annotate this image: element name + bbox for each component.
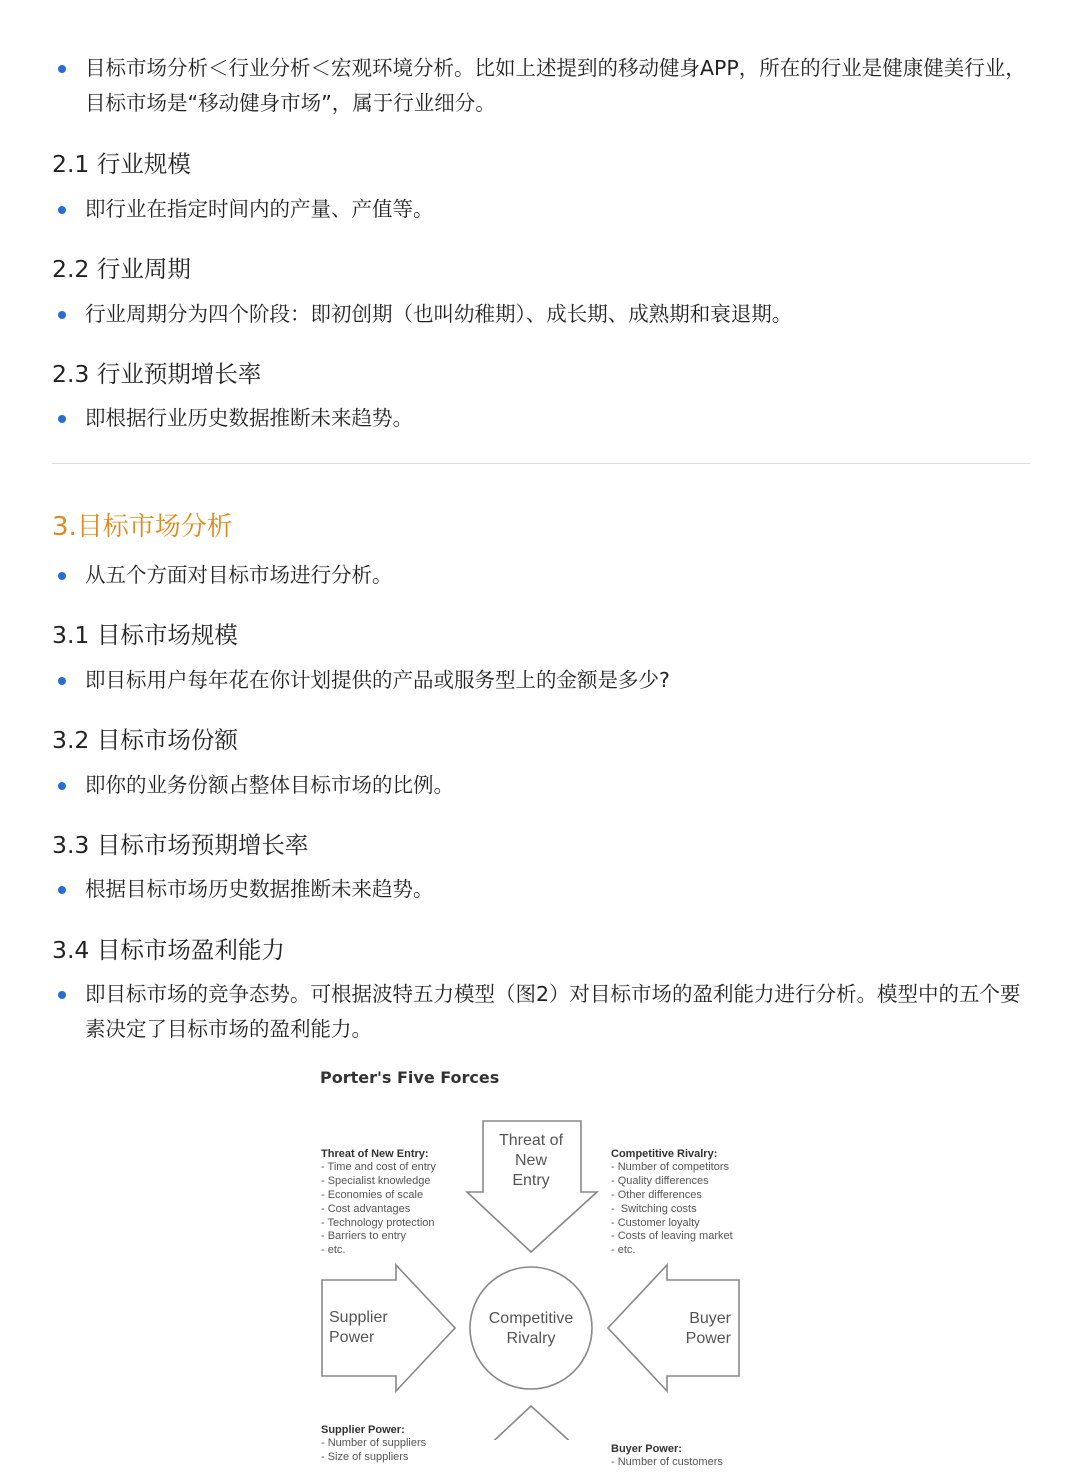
competitive-rivalry-items: - Number of competitors - Quality differences - Other differences - Switching costs - Customer loyalty - Costs of leaving market - etc. <box>611 1161 733 1257</box>
threat-of-substitution-arrow <box>467 1406 597 1440</box>
threat-new-entry-heading: Threat of New Entry: <box>321 1147 429 1160</box>
bullet-2-2: 行业周期分为四个阶段：即初创期（也叫幼稚期）、成长期、成熟期和衰退期。 <box>85 297 1035 332</box>
buyer-power-items: - Number of customers <box>611 1456 723 1469</box>
bullet-2-1: 即行业在指定时间内的产量、产值等。 <box>85 192 1035 227</box>
threat-new-entry-notes <box>321 1120 436 1272</box>
center-label: Competitive Rivalry <box>488 1310 574 1347</box>
bullet-3-3: 根据目标市场历史数据推断未来趋势。 <box>85 872 1035 907</box>
heading-3-3: 3.3 目标市场预期增长率 <box>52 831 309 859</box>
threat-new-entry-items: - Time and cost of entry - Specialist knowledge - Economies of scale - Cost advantages - Technology protection - Barriers to entry - etc. <box>321 1161 436 1257</box>
heading-3-4: 3.4 目标市场盈利能力 <box>52 936 285 964</box>
competitive-rivalry-heading: Competitive Rivalry: <box>611 1147 718 1160</box>
heading-2-1: 2.1 行业规模 <box>52 150 191 178</box>
competitive-rivalry-notes <box>611 1120 733 1272</box>
bullet-2-3: 即根据行业历史数据推断未来趋势。 <box>85 401 1035 436</box>
buyer-power-notes <box>611 1415 723 1484</box>
supplier-power-notes <box>321 1396 426 1479</box>
supplier-power-heading: Supplier Power: <box>321 1423 405 1436</box>
heading-2-2: 2.2 行业周期 <box>52 255 191 283</box>
bullet-3-2: 即你的业务份额占整体目标市场的比例。 <box>85 768 1035 803</box>
bullet-3-4: 即目标市场的竞争态势。可根据波特五力模型（图2）对目标市场的盈利能力进行分析。模型中的五个要素决定了目标市场的盈利能力。 <box>85 977 1035 1047</box>
heading-2-3: 2.3 行业预期增长率 <box>52 360 262 388</box>
intro-bullet: 目标市场分析＜行业分析＜宏观环境分析。比如上述提到的移动健身APP，所在的行业是健康健美行业，目标市场是“移动健身市场”，属于行业细分。 <box>85 51 1035 121</box>
bullet-3: 从五个方面对目标市场进行分析。 <box>85 558 1035 593</box>
heading-3-1: 3.1 目标市场规模 <box>52 621 238 649</box>
top-arrow-label: Threat of New Entry <box>498 1132 564 1189</box>
bullet-3-1: 即目标用户每年花在你计划提供的产品或服务型上的金额是多少? <box>85 663 1035 698</box>
left-arrow-label: Supplier Power <box>329 1309 388 1346</box>
buyer-power-heading: Buyer Power: <box>611 1442 682 1455</box>
heading-3-2: 3.2 目标市场份额 <box>52 726 238 754</box>
right-arrow-label: Buyer Power <box>685 1310 731 1347</box>
heading-3: 3.目标市场分析 <box>52 512 233 542</box>
supplier-power-items: - Number of suppliers - Size of suppliers <box>321 1437 427 1464</box>
figure-title: Porter's Five Forces <box>320 1068 500 1087</box>
